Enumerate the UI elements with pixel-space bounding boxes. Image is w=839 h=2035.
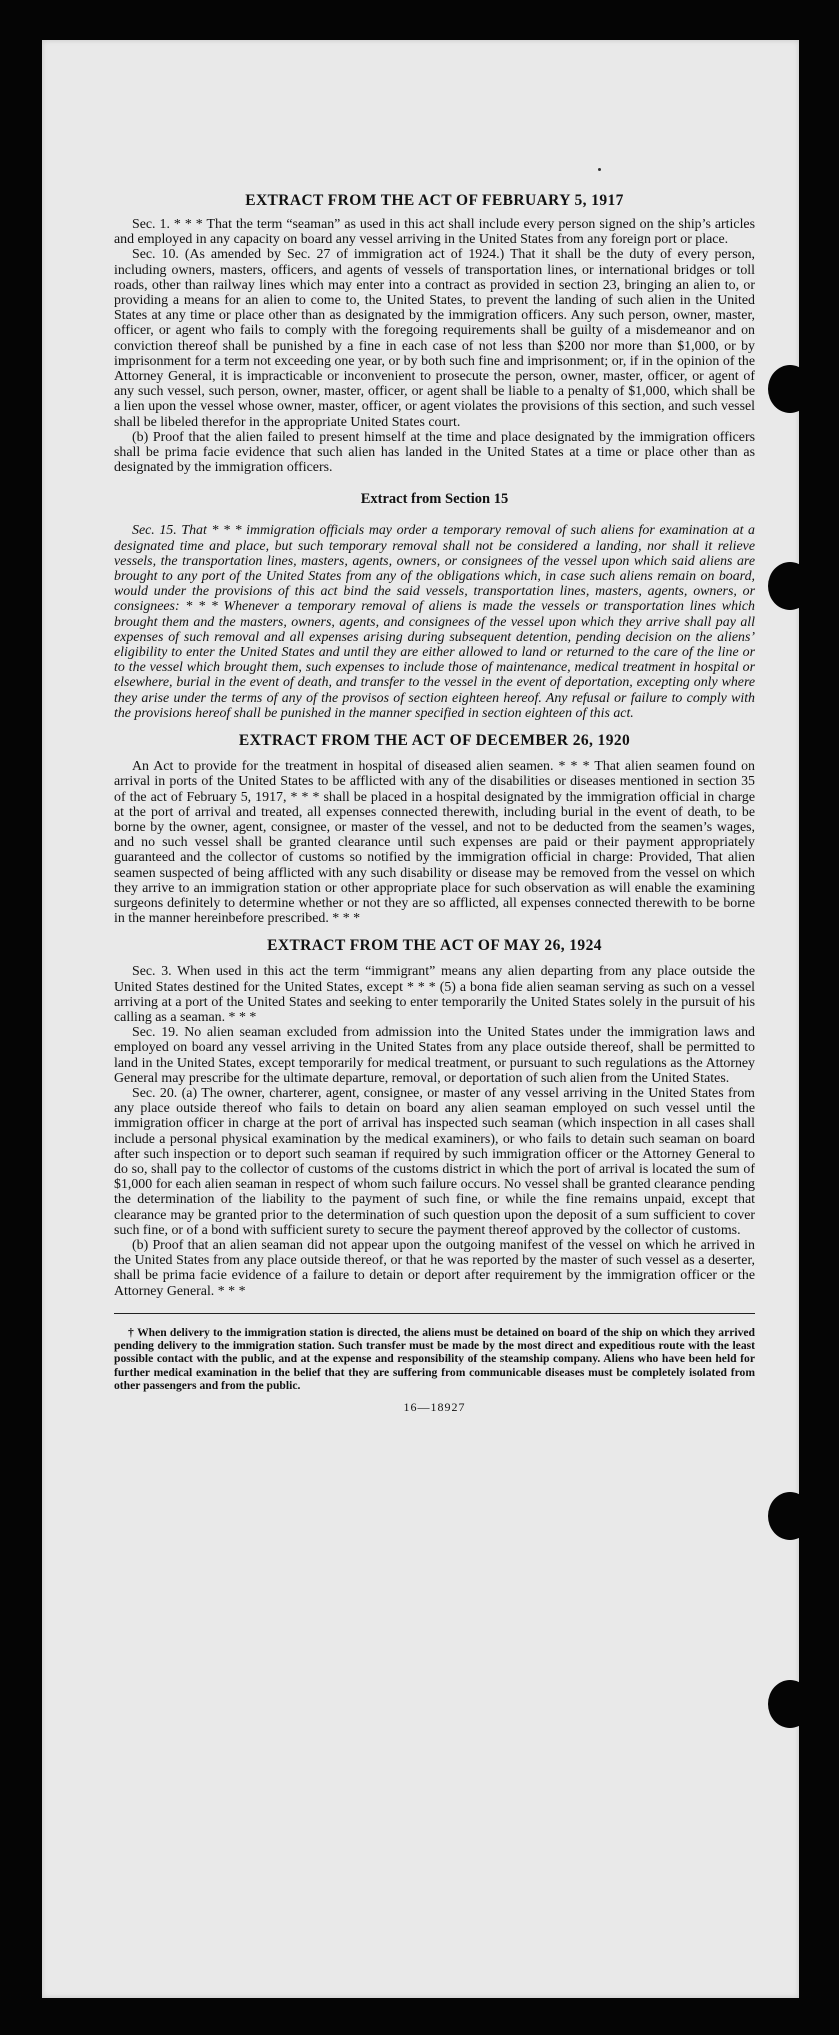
sec19-paragraph: Sec. 19. No alien seaman excluded from admission into the United States under the immigration laws and employed on board any vessel arriving in the United States from any place outside thereof, shall be permitted to land in the United States, except temporarily for medical treatment, or pursuant to such regulations as the Attorney General may prescribe for the ultimate departure, removal, or deportation of such alien from the United States.: [114, 1025, 755, 1086]
sec20b-paragraph: (b) Proof that an alien seaman did not appear upon the outgoing manifest of the vessel on which he arrived in the United States from any place outside thereof, or that he was reported by the master of such vessel as a deserter, shall be prima facie evidence of a failure to detain or deport after requirement by the immigration officer or the Attorney General. * * *: [114, 1237, 755, 1299]
heading-act-may-1924: EXTRACT FROM THE ACT OF MAY 26, 1924: [267, 937, 602, 955]
heading-act-feb-1917: EXTRACT FROM THE ACT OF FEBRUARY 5, 1917: [245, 192, 624, 209]
sec1-paragraph: Sec. 1. * * * That the term “seaman” as used in this act shall include every person signed on the ship’s articles and employed in any capacity on board any vessel arriving in the United States from any foreign port or place.: [114, 217, 755, 248]
sec10-paragraph: Sec. 10. (As amended by Sec. 27 of immigration act of 1924.) That it shall be the duty of every person, including owners, masters, officers, and agents of vessels of transportation lines, or international bridges or toll roads, other than railway lines which may enter into a contract as provided in section 23, bringing an alien to, or providing a means for an alien to come to, the United States, to prevent the landing of such alien in the United States at any time or place other than as designated by the immigration officers. Any such person, owner, master, officer, or agent who fails to comply with the foregoing requirements shall be guilty of a misdemeanor and on conviction thereof shall be punished by a fine in each case of not less than $200 nor more than $1,000, or by imprisonment for a term not exceeding one year, or by both such fine and imprisonment; or, if in the opinion of the Attorney General, it is impracticable or inconvenient to prosecute the person, owner, master, officer, or agent of any such vessel, such person, owner, master, officer, or agent shall be liable to a penalty of $1,000, which shall be a lien upon the vessel whose owner, master, officer, or agent violates the provisions of this section, and such vessel shall be libeled therefor in the appropriate United States court.: [114, 247, 755, 430]
heading-act-dec-1920: EXTRACT FROM THE ACT OF DECEMBER 26, 1920: [238, 732, 631, 750]
act-1920-paragraph: An Act to provide for the treatment in hospital of diseased alien seamen. * * * That alien seamen found on arrival in ports of the United States to be afflicted with any of the disabilities or diseases mentioned in section 35 of the act of February 5, 1917, * * * shall be placed in a hospital designated by the immigration official in charge at the port of arrival and treated, all expenses connected therewith, including burial in the event of death, to be borne by the owner, agent, consignee, or master of the vessel, and not to be deducted from the seamen’s wages, and no such vessel shall be granted clearance until such expenses are paid or their payment appropriately guaranteed and the collector of customs so notified by the immigration official in charge: Provided, That alien seamen suspected of being afflicted with any such disability or disease may be removed from the vessel on which they arrive to an immigration station or other appropriate place for such observation as will enable the examining surgeons definitely to determine whether or not they are so afflicted, all expenses connected therewith to be borne in the manner hereinbefore prescribed. * * *: [114, 759, 755, 927]
document-body: [114, 191, 755, 1415]
sec10b-paragraph: (b) Proof that the alien failed to present himself at the time and place designated by the immigration officers shall be prima facie evidence that such alien has landed in the United States at a time or place other than as designated by the immigration officers.: [114, 429, 755, 476]
punch-hole: [768, 365, 799, 413]
sec20a-paragraph: Sec. 20. (a) The owner, charterer, agent, consignee, or master of any vessel arriving in the United States from any place outside thereof who fails to detain on board any alien seaman employed on such vessel until the immigration officer in charge at the port of arrival has inspected such seaman (which inspection in all cases shall include a personal physical examination by the medical examiners), or who fails to detain such seaman on board after such inspection or to deport such seaman if required by such immigration officer or the Attorney General to do so, shall pay to the collector of customs of the customs district in which the port of arrival is located the sum of $1,000 for each alien seaman in respect of whom such failure occurs. No vessel shall be granted clearance pending the determination of the liability to the payment of such fine, or while the fine remains unpaid, except that clearance may be granted prior to the determination of such question upon the deposit of a sum sufficient to cover such fine, or of a bond with sufficient surety to secure the payment thereof approved by the collector of customs.: [114, 1085, 755, 1238]
sec15-paragraph: Sec. 15. That * * * immigration officials may order a temporary removal of such aliens for examination at a designated time and place, but such temporary removal shall not be considered a landing, nor shall it relieve vessels, the transportation lines, masters, agents, owners, or consignees of the vessel upon which said aliens are brought to any port of the United States from any of the obligations which, in case such aliens remain on board, would under the provisions of this act bind the said vessels, transportation lines, masters, agents, owners, or consignees: * * * Whenever a temporary removal of aliens is made the vessels or transportation lines which brought them and the masters, owners, agents, and consignees of the vessel upon which they arrive shall pay all expenses of such removal and all expenses arising during subsequent detention, pending decision on the aliens’ eligibility to enter the United States and until they are either allowed to land or returned to the care of the line or to the vessel which brought them, such expenses to include those of maintenance, medical treatment in hospital or elsewhere, burial in the event of death, and transfer to the vessel in the event of deportation, excepting only where they arise under the terms of any of the provisos of section eighteen hereof. Any refusal or failure to comply with the provisions hereof shall be punished in the manner specified in section eighteen of this act.: [114, 523, 755, 721]
heading-section-15: Extract from Section 15: [360, 491, 509, 508]
sec3-paragraph: Sec. 3. When used in this act the term “immigrant” means any alien departing from any place outside the United States destined for the United States, except * * * (5) a bona fide alien seaman serving as such on a vessel arriving at a port of the United States and seeking to enter temporarily the United States solely in the pursuit of his calling as a seaman. * * *: [114, 964, 755, 1025]
punch-hole: [768, 1492, 799, 1540]
document-page: [42, 40, 799, 1998]
punch-hole: [768, 1680, 799, 1728]
print-number: 16—18927: [403, 1400, 466, 1415]
footnote: † When delivery to the immigration station is directed, the aliens must be detained on board of the ship on which they arrived pending delivery to the immigration station. Such transfer must be made by the most direct and expeditious route with the least possible contact with the public, and at the expense and responsibility of the steamship company. Aliens who have been held for further medical examination in the belief that they are suffering from communicable diseases must be completely isolated from other passengers and from the public.: [114, 1325, 755, 1392]
speck: [598, 168, 601, 171]
punch-hole: [768, 562, 799, 610]
